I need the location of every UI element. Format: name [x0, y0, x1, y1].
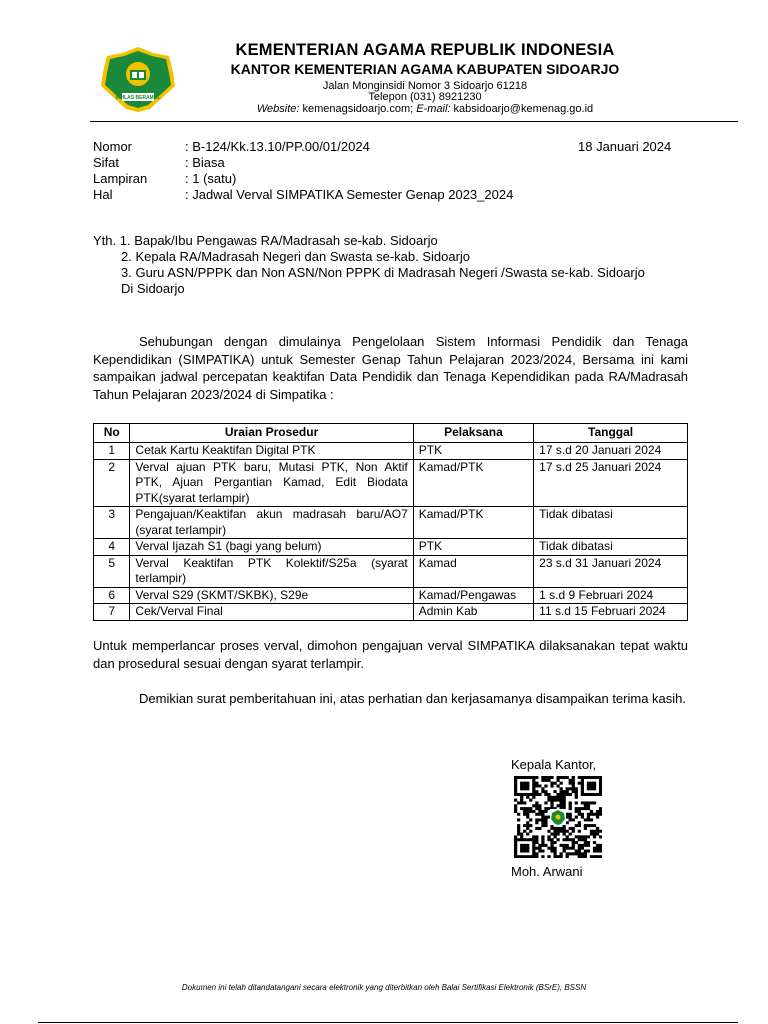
meta-row-hal: Hal : Jadwal Verval SIMPATIKA Semester Genap 2023_2024 — [93, 187, 514, 202]
table-row: 5 Verval Keaktifan PTK Kolektif/S25a (syarat terlampir) Kamad 23 s.d 31 Januari 2024 — [94, 555, 688, 587]
table-row: 6 Verval S29 (SKMT/SKBK), S29e Kamad/Pengawas 1 s.d 9 Februari 2024 — [94, 587, 688, 604]
svg-text:IKHLAS BERAMAL: IKHLAS BERAMAL — [115, 95, 161, 101]
header-divider — [90, 121, 738, 122]
office-name: KANTOR KEMENTERIAN AGAMA KABUPATEN SIDOARJO — [230, 61, 620, 77]
office-address: Jalan Monginsidi Nomor 3 Sidoarjo 61218 — [322, 80, 528, 92]
footer-divider — [38, 1022, 738, 1023]
procedure-paragraph: Untuk memperlancar proses verval, dimohon pengajuan verval SIMPATIKA dilaksanakan tepat waktu dan prosedural sesuai dengan syarat terlampir. — [93, 638, 688, 671]
table-row: 1 Cetak Kartu Keaktifan Digital PTK PTK 17 s.d 20 Januari 2024 — [94, 443, 688, 460]
signer-name: Moh. Arwani — [511, 864, 583, 879]
schedule-table — [93, 423, 688, 621]
meta-row-lampiran: Lampiran : 1 (satu) — [93, 171, 237, 186]
signer-title: Kepala Kantor, — [511, 757, 597, 772]
meta-row-nomor: Nomor : B-124/Kk.13.10/PP.00/01/2024 — [93, 139, 370, 154]
letter-date: 18 Januari 2024 — [578, 139, 672, 154]
table-row: 3 Pengajuan/Keaktifan akun madrasah baru/AO7 (syarat terlampir) Kamad/PTK Tidak dibatasi — [94, 507, 688, 539]
e-signature-footer: Dokumen ini telah ditandatangani secara elektronik yang diterbitkan oleh Balai Sertifikasi Elektronik (BSrE), BSSN — [181, 983, 587, 992]
table-header-row: No Uraian Prosedur Pelaksana Tanggal — [94, 424, 688, 443]
closing-paragraph: Demikian surat pemberitahuan ini, atas perhatian dan kerjasamanya disampaikan terima kasih. — [139, 691, 687, 706]
meta-row-sifat: Sifat : Biasa — [93, 155, 225, 170]
ministry-name: KEMENTERIAN AGAMA REPUBLIK INDONESIA — [235, 41, 615, 59]
office-phone: Telepon (031) 8921230 — [368, 91, 482, 103]
table-row: 4 Verval Ijazah S1 (bagi yang belum) PTK Tidak dibatasi — [94, 539, 688, 556]
letter-meta — [93, 139, 513, 203]
office-contact: Website: kemenagsidoarjo.com; E-mail: kabsidoarjo@kemenag.go.id — [256, 103, 594, 115]
intro-paragraph: Sehubungan dengan dimulainya Pengelolaan Sistem Informasi Pendidik dan Tenaga Kependidikan (SIMPATIKA) untuk Semester Genap Tahun Pelajaran 2023/2024, Bersama ini kami sampaikan jadwal percepatan keaktifan Data Pendidik dan Tenaga Kependidikan pada RA/Madrasah Tahun Pelajaran 2023/2024 di Simpatika : — [93, 334, 688, 403]
kemenag-logo — [100, 46, 176, 114]
website-link[interactable]: kemenagsidoarjo.com; — [302, 103, 414, 115]
table-row: 7 Cek/Verval Final Admin Kab 11 s.d 15 Februari 2024 — [94, 604, 688, 621]
email-link[interactable]: kabsidoarjo@kemenag.go.id — [453, 103, 594, 115]
table-row: 2 Verval ajuan PTK baru, Mutasi PTK, Non Aktif PTK, Ajuan Pergantian Kamad, Edit Biodata PTK(syarat terlampir) Kamad/PTK 17 s.d 25 Januari 2024 — [94, 459, 688, 507]
signature-qr-code — [514, 776, 602, 858]
recipients: Yth. 1. Bapak/Ibu Pengawas RA/Madrasah se-kab. Sidoarjo 2. Kepala RA/Madrasah Negeri dan Swasta se-kab. Sidoarjo 3. Guru ASN/PPPK dan Non ASN/Non PPPK di Madrasah Negeri /Swasta se-kab. Sidoarjo Di Sidoarjo — [93, 233, 645, 296]
